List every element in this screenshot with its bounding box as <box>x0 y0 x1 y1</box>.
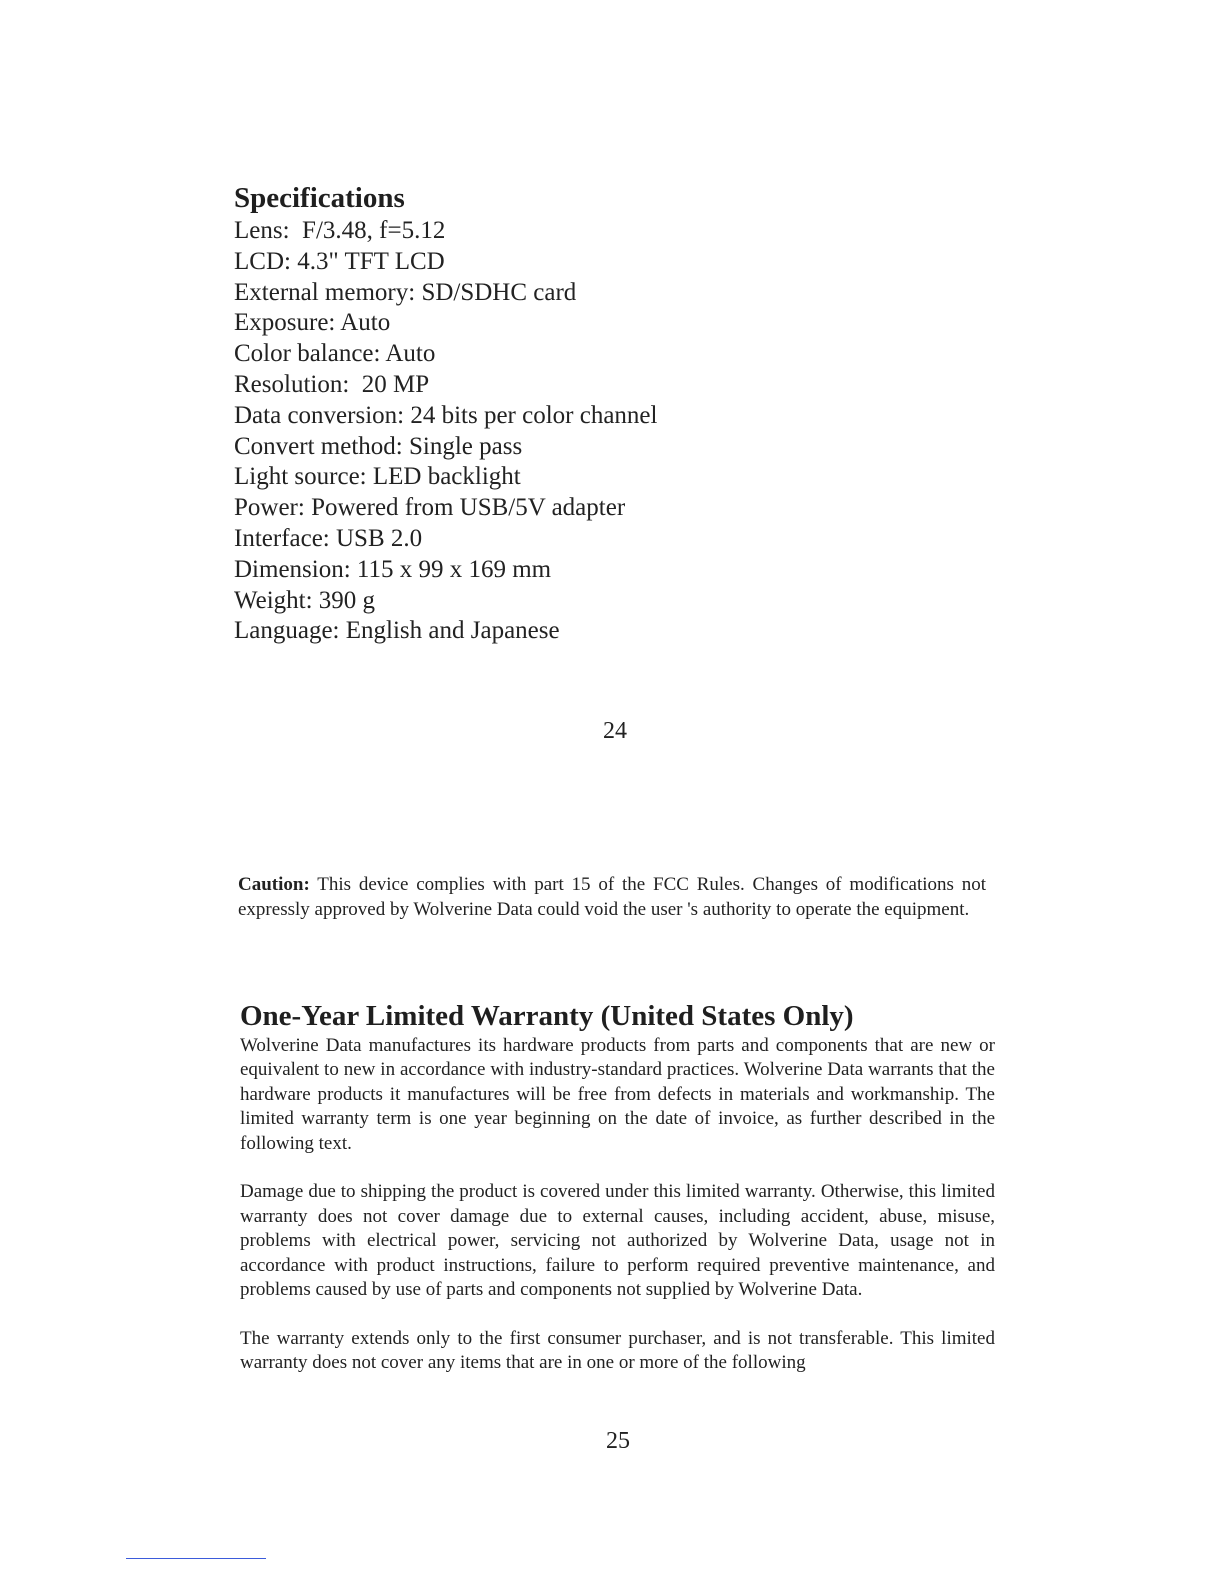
specifications-title: Specifications <box>234 182 405 214</box>
spec-item-exposure: Exposure: Auto <box>234 309 391 337</box>
spec-item-data-conversion: Data conversion: 24 bits per color channel <box>234 401 658 429</box>
warranty-paragraph-3: The warranty extends only to the first consumer purchaser, and is not transferable. This limited warranty does not cover any items that are in one or more of the following <box>240 1327 995 1374</box>
spec-item-interface: Interface: USB 2.0 <box>234 524 423 552</box>
page-number-25: 25 <box>606 1428 630 1454</box>
page-number-24: 24 <box>603 718 627 744</box>
spec-item-convert-method: Convert method: Single pass <box>234 432 523 460</box>
fcc-caution-notice <box>238 873 986 922</box>
spec-item-power: Power: Powered from USB/5V adapter <box>234 494 626 522</box>
caution-text: This device complies with part 15 of the FCC Rules. Changes of modifications not expressly approved by Wolverine Data could void the user 's authority to operate the equipment. <box>238 874 986 920</box>
spec-item-external-memory: External memory: SD/SDHC card <box>234 278 577 306</box>
spec-item-language: Language: English and Japanese <box>234 617 560 645</box>
warranty-paragraph-2: Damage due to shipping the product is covered under this limited warranty. Otherwise, this limited warranty does not cover damage due to external causes, including accident, abuse, misuse, problems with electrical power, servicing not authorized by Wolverine Data, usage not in accordance with product instructions, failure to perform required preventive maintenance, and problems caused by use of parts and components not supplied by Wolverine Data. <box>240 1181 995 1301</box>
spec-item-dimension: Dimension: 115 x 99 x 169 mm <box>234 555 552 583</box>
warranty-title: One-Year Limited Warranty (United States Only) <box>240 1000 854 1032</box>
footnote-divider <box>126 1558 266 1559</box>
caution-label: Caution: <box>238 874 310 895</box>
spec-item-lcd: LCD: 4.3" TFT LCD <box>234 247 445 275</box>
spec-item-lens: Lens: F/3.48, f=5.12 <box>234 217 446 244</box>
specifications-list <box>234 216 994 647</box>
spec-item-light-source: Light source: LED backlight <box>234 463 521 491</box>
warranty-paragraph-1: Wolverine Data manufactures its hardware products from parts and components that are new or equivalent to new in accordance with industry-standard practices. Wolverine Data warrants that the hardware products it manufactures will be free from defects in materials and workmanship. The limited warranty term is one year beginning on the date of invoice, as further described in the following text. <box>240 1035 995 1154</box>
spec-item-weight: Weight: 390 g <box>234 586 376 614</box>
spec-item-color-balance: Color balance: Auto <box>234 340 436 368</box>
specifications-section <box>234 180 994 647</box>
spec-item-resolution: Resolution: 20 MP <box>234 370 430 398</box>
warranty-section <box>240 998 995 1400</box>
